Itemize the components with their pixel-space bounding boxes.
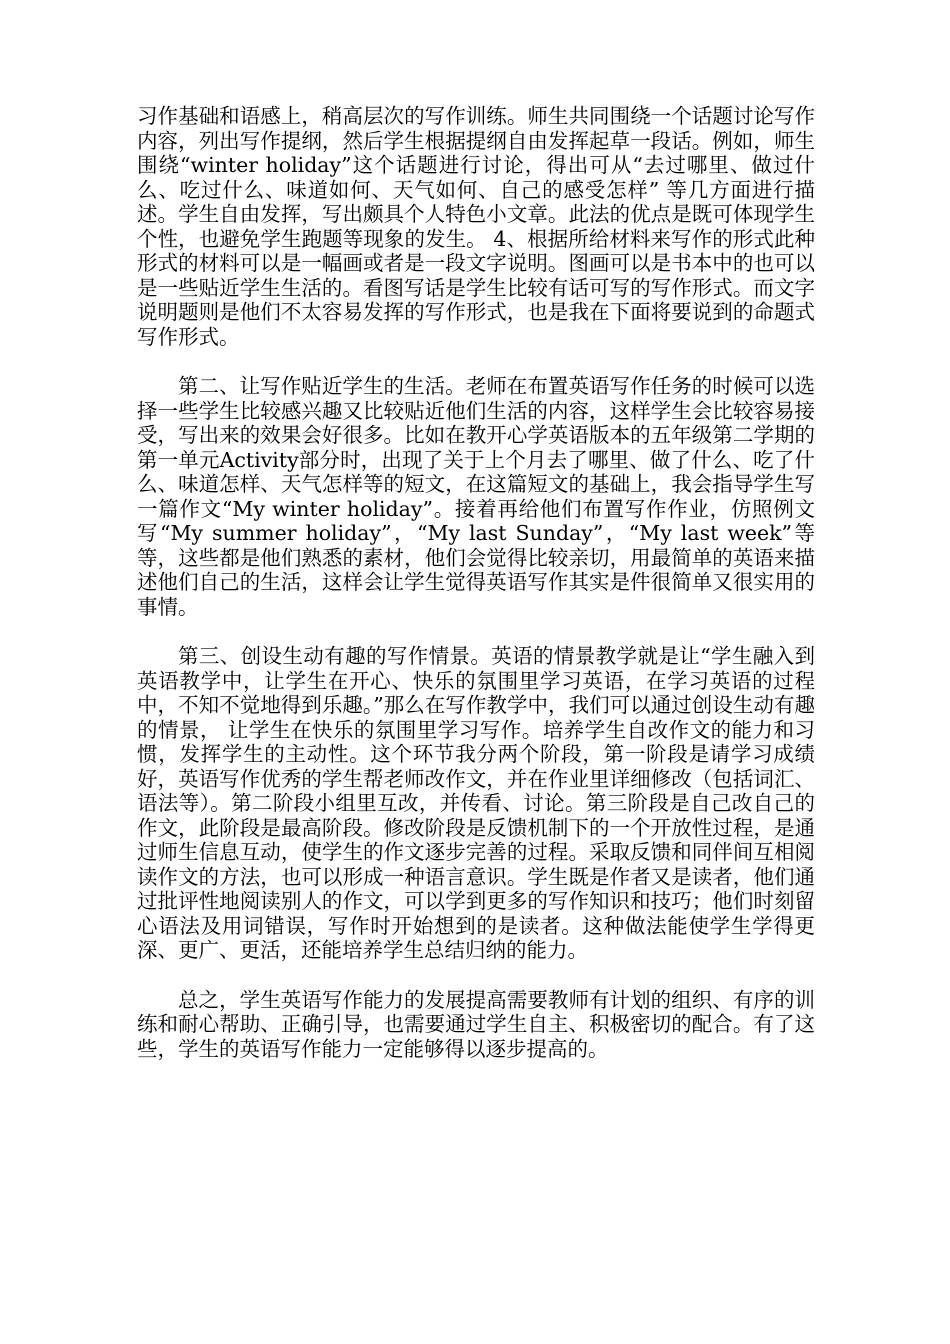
document-page (137, 104, 815, 1086)
paragraph-third-point: 第三、创设生动有趣的写作情景。英语的情景教学就是让“学生融入到英语教学中，让学生在开心、快乐的氛围里学习英语，在学习英语的过程中，不知不觉地得到乐趣。”那么在写作教学中，我们可以通过创设生动有趣的情景， 让学生在快乐的氛围里学习写作。培养学生自改作文的能力和习惯，发挥学生的主动性。这个环节我分两个阶段，第一阶段是请学习成绩好，英语写作优秀的学生帮老师改作文，并在作业里详细修改（包括词汇、语法等）。第二阶段小组里互改，并传看、讨论。第三阶段是自己改自己的作文，此阶段是最高阶段。修改阶段是反馈机制下的一个开放性过程，是通过师生信息互动，使学生的作文逐步完善的过程。采取反馈和同伴间互相阅读作文的方法，也可以形成一种语言意识。学生既是作者又是读者，他们通过批评性地阅读别人的作文，可以学到更多的写作知识和技巧；他们时刻留心语法及用词错误，写作时开始想到的是读者。这种做法能使学生学得更深、更广、更活，还能培养学生总结归纳的能力。 (137, 644, 815, 962)
paragraph-conclusion: 总之，学生英语写作能力的发展提高需要教师有计划的组织、有序的训练和耐心帮助、正确引导，也需要通过学生自主、积极密切的配合。有了这些，学生的英语写作能力一定能够得以逐步提高的。 (137, 987, 815, 1061)
paragraph-continuation: 习作基础和语感上，稍高层次的写作训练。师生共同围绕一个话题讨论写作内容，列出写作提纲，然后学生根据提纲自由发挥起草一段话。例如，师生围绕“winter holiday”这个话题进行讨论，得出可从“去过哪里、做过什么、吃过什么、味道如何、天气如何、自己的感受怎样” 等几方面进行描述。学生自由发挥，写出颇具个人特色小文章。此法的优点是既可体现学生个性，也避免学生跑题等现象的发生。 4、根据所给材料来写作的形式此种形式的材料可以是一幅画或者是一段文字说明。图画可以是书本中的也可以是一些贴近学生生活的。看图写话是学生比较有话可写的写作形式。而文字说明题则是他们不太容易发挥的写作形式，也是我在下面将要说到的命题式写作形式。 (137, 104, 815, 349)
paragraph-second-point: 第二、让写作贴近学生的生活。老师在布置英语写作任务的时候可以选择一些学生比较感兴趣又比较贴近他们生活的内容，这样学生会比较容易接受，写出来的效果会好很多。比如在教开心学英语版本的五年级第二学期的第一单元Activity部分时，出现了关于上个月去了哪里、做了什么、吃了什么、味道怎样、天气怎样等的短文，在这篇短文的基础上，我会指导学生写一篇作文“My winter holiday”。接着再给他们布置写作作业，仿照例文写“My summer holiday”，“My last Sunday”，“My last week”等等，这些都是他们熟悉的素材，他们会觉得比较亲切，用最简单的英语来描述他们自己的生活，这样会让学生觉得英语写作其实是件很简单又很实用的事情。 (137, 374, 815, 619)
